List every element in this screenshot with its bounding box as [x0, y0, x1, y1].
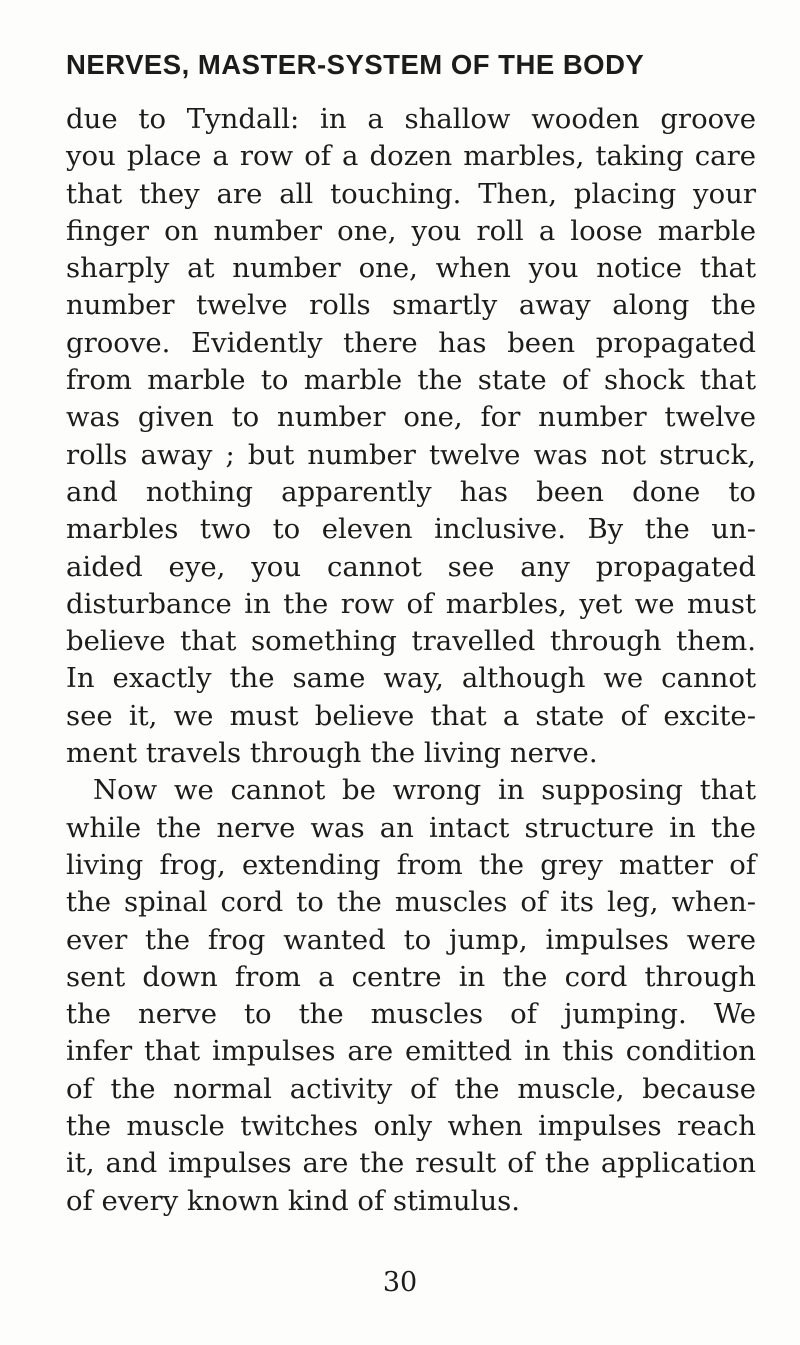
text-line: it, and impulses are the result of the application — [66, 1147, 756, 1180]
text-line: rolls away ; but number twelve was not struck, — [66, 438, 756, 471]
text-line: disturbance in the row of marbles, yet we must — [66, 587, 756, 620]
text-line: In exactly the same way, although we cannot — [66, 662, 756, 695]
text-line: the muscle twitches only when impulses reach — [66, 1110, 756, 1143]
text-line: number twelve rolls smartly away along the — [66, 289, 756, 322]
text-line: of the normal activity of the muscle, because — [66, 1072, 756, 1105]
running-head: NERVES, MASTER-SYSTEM OF THE BODY — [66, 49, 645, 80]
page-number: 30 — [382, 1267, 418, 1298]
text-line: Now we cannot be wrong in supposing that — [93, 774, 756, 807]
text-line: the spinal cord to the muscles of its leg, when- — [66, 886, 756, 919]
text-line: believe that something travelled through them. — [66, 625, 756, 658]
text-line: of every known kind of stimulus. — [66, 1184, 521, 1217]
text-line: ever the frog wanted to jump, impulses were — [66, 923, 756, 956]
text-line: ment travels through the living nerve. — [66, 737, 598, 770]
text-line: you place a row of a dozen marbles, taking care — [66, 140, 756, 173]
text-line: sharply at number one, when you notice that — [66, 252, 756, 285]
text-line: sent down from a centre in the cord through — [66, 960, 756, 993]
page-content — [66, 48, 756, 1220]
text-line: finger on number one, you roll a loose marble — [66, 214, 756, 247]
text-line: from marble to marble the state of shock that — [66, 364, 756, 397]
text-line: was given to number one, for number twelve — [66, 401, 756, 434]
text-line: and nothing apparently has been done to — [66, 475, 756, 508]
text-line: infer that impulses are emitted in this condition — [66, 1035, 756, 1068]
text-line: living frog, extending from the grey matter of — [66, 848, 756, 881]
text-line: marbles two to eleven inclusive. By the un- — [66, 513, 756, 546]
body-text — [66, 101, 756, 1220]
text-line: that they are all touching. Then, placing your — [66, 177, 756, 210]
text-line: see it, we must believe that a state of excite- — [66, 699, 756, 732]
text-line: due to Tyndall: in a shallow wooden groove — [66, 103, 756, 135]
text-line: groove. Evidently there has been propagated — [66, 326, 756, 359]
text-line: while the nerve was an intact structure in the — [66, 811, 756, 844]
text-line: the nerve to the muscles of jumping. We — [66, 998, 756, 1031]
text-line: aided eye, you cannot see any propagated — [66, 550, 756, 583]
